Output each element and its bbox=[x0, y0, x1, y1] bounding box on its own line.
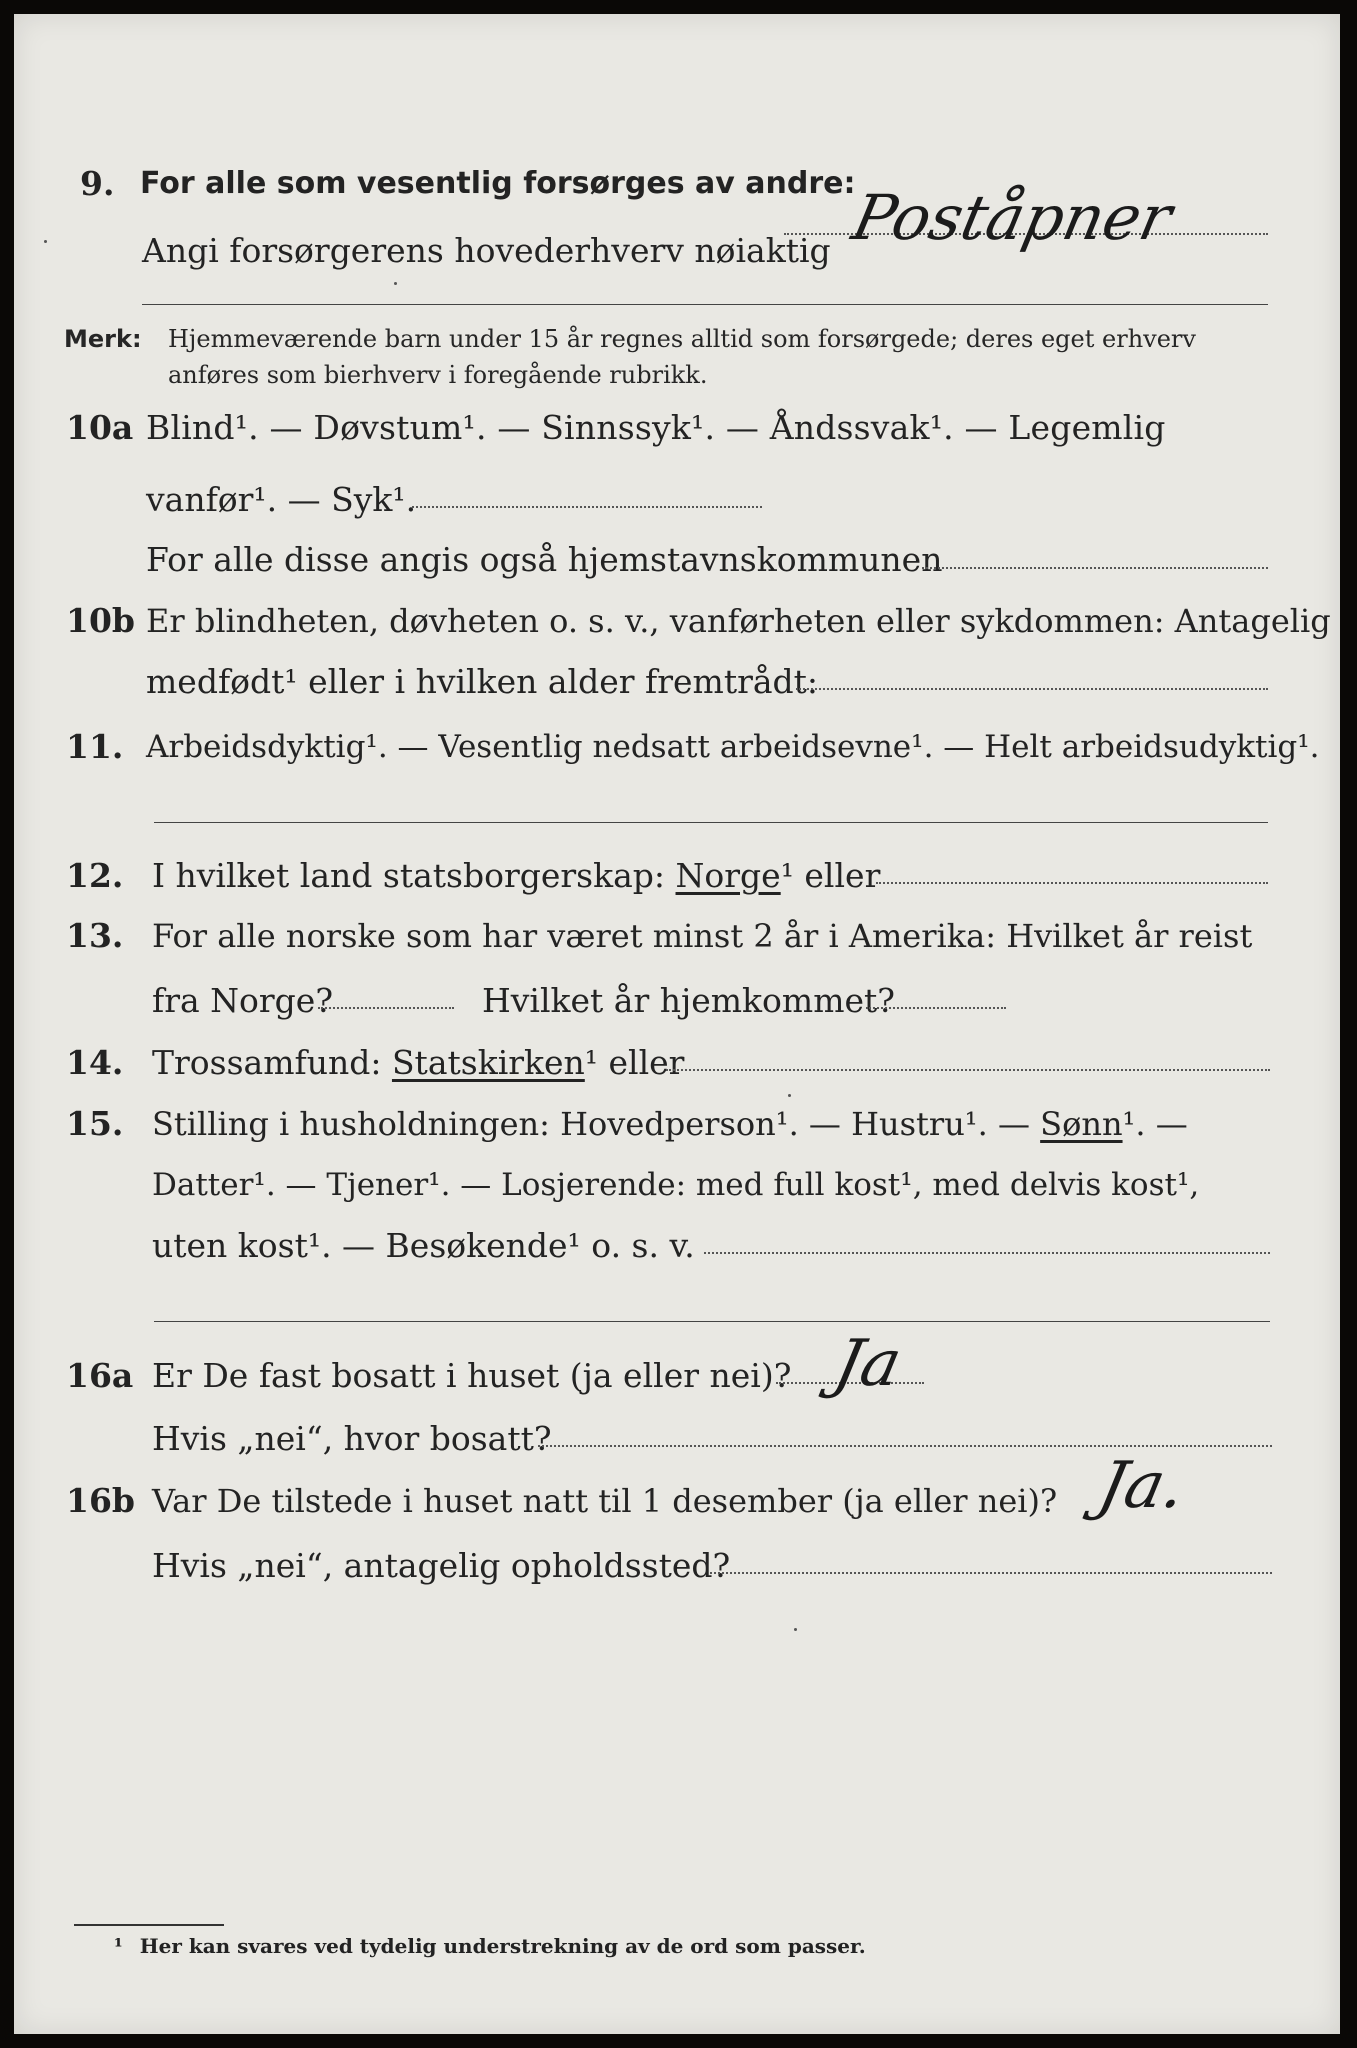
q15-text bbox=[152, 1102, 1188, 1146]
q16b-line-1: Var De tilstede i huset natt til 1 desember (ja eller nei)? bbox=[152, 1482, 1058, 1520]
q11-number: 11. bbox=[66, 727, 124, 766]
q16a-row bbox=[14, 1354, 1340, 1398]
paper-speck bbox=[394, 282, 397, 285]
q14-statskirken-underlined: Statskirken bbox=[391, 1043, 585, 1082]
q16b-line-2: Hvis „nei“, antagelig opholdssted? bbox=[152, 1546, 731, 1585]
q13-number: 13. bbox=[66, 916, 124, 955]
merk-label: Merk: bbox=[64, 325, 142, 353]
paper-speck bbox=[788, 1094, 791, 1097]
q12-suffix: ¹ eller bbox=[780, 856, 881, 895]
q13-return-answer-line[interactable] bbox=[866, 1007, 1006, 1009]
q16b-row-2 bbox=[14, 1544, 1340, 1588]
merk-line-2: anføres som bierhverv i foregående rubrikk. bbox=[168, 361, 708, 389]
footnote-marker: ¹ bbox=[114, 1934, 123, 1958]
q11-line-1: Arbeidsdyktig¹. — Vesentlig nedsatt arbeidsevne¹. — Helt arbeidsudyktig¹. bbox=[146, 729, 1320, 765]
q16a-line-1: Er De fast bosatt i huset (ja eller nei)? bbox=[152, 1356, 792, 1395]
q10a-row bbox=[14, 406, 1340, 450]
merk-line-1: Hjemmeværende barn under 15 år regnes alltid som forsørgede; deres eget erhverv bbox=[168, 325, 1196, 353]
q10b-row-2 bbox=[14, 660, 1340, 704]
q10a-line-2: vanfør¹. — Syk¹. bbox=[146, 480, 417, 519]
q10b-line-1: Er blindheten, døvheten o. s. v., vanførheten eller sykdommen: Antagelig bbox=[146, 602, 1331, 640]
q16b-handwritten-answer: Ja. bbox=[1092, 1449, 1193, 1523]
q15-answer-line[interactable] bbox=[704, 1252, 1270, 1254]
q14-row bbox=[14, 1041, 1340, 1085]
q12-norge-underlined: Norge bbox=[675, 856, 781, 895]
paper-speck bbox=[44, 240, 47, 243]
q13-line-1: For alle norske som har været minst 2 år i Amerika: Hvilket år reist bbox=[152, 917, 1253, 955]
q11-row bbox=[14, 725, 1340, 769]
q15-number: 15. bbox=[66, 1104, 124, 1143]
q13-departure-label: fra Norge? bbox=[152, 981, 334, 1020]
q15-extra-line bbox=[154, 1321, 1270, 1322]
q12-answer-line[interactable] bbox=[876, 882, 1268, 884]
q16a-line-2: Hvis „nei“, hvor bosatt? bbox=[152, 1419, 552, 1458]
q9-extra-line bbox=[142, 304, 1268, 305]
q15-row-3 bbox=[14, 1224, 1340, 1268]
q10a-sick-answer-line[interactable] bbox=[412, 506, 762, 508]
q9-occupation-label: Angi forsørgerens hovederhverv nøiaktig bbox=[142, 231, 831, 270]
q13-row-2 bbox=[14, 979, 1340, 1023]
q10b-answer-line[interactable] bbox=[796, 688, 1268, 690]
q9-number: 9. bbox=[80, 164, 115, 203]
q10a-line-1: Blind¹. — Døvstum¹. — Sinnssyk¹. — Åndssvak¹. — Legemlig bbox=[146, 408, 1166, 447]
q10b-row bbox=[14, 599, 1340, 643]
q16a-residence-answer-line[interactable] bbox=[538, 1445, 1272, 1447]
q12-text bbox=[152, 854, 880, 898]
footnote-rule bbox=[74, 1924, 224, 1926]
q14-suffix: ¹ eller bbox=[584, 1043, 685, 1082]
q15-line-2: Datter¹. — Tjener¹. — Losjerende: med full kost¹, med delvis kost¹, bbox=[152, 1167, 1200, 1203]
q10a-number: 10a bbox=[66, 408, 134, 447]
q10a-row-2 bbox=[14, 478, 1340, 522]
footnote-text: Her kan svares ved tydelig understrekning av de ord som passer. bbox=[139, 1934, 866, 1958]
census-form-page bbox=[14, 14, 1340, 2034]
q14-text bbox=[152, 1041, 684, 1085]
q15-row bbox=[14, 1102, 1340, 1146]
q16a-number: 16a bbox=[66, 1356, 134, 1395]
q9-heading: For alle som vesentlig forsørges av andre: bbox=[140, 166, 856, 201]
q10a-municipality-answer-line[interactable] bbox=[922, 567, 1268, 569]
q13-departure-answer-line[interactable] bbox=[318, 1007, 454, 1009]
q13-row bbox=[14, 914, 1340, 958]
q9-handwritten-answer: Poståpner bbox=[846, 181, 1179, 254]
q16b-number: 16b bbox=[66, 1481, 135, 1520]
q16b-stay-answer-line[interactable] bbox=[710, 1572, 1272, 1574]
q12-number: 12. bbox=[66, 856, 124, 895]
q15-line-3: uten kost¹. — Besøkende¹ o. s. v. bbox=[152, 1226, 695, 1265]
q15-row-2 bbox=[14, 1163, 1340, 1207]
q10b-number: 10b bbox=[66, 601, 135, 640]
q11-answer-line[interactable] bbox=[154, 822, 1268, 823]
q16a-handwritten-answer: Ja bbox=[828, 1327, 908, 1401]
q15-line-1-prefix: Stilling i husholdningen: Hovedperson¹. — Hustru¹. — bbox=[152, 1105, 1030, 1143]
merk-note bbox=[64, 325, 142, 353]
q14-number: 14. bbox=[66, 1043, 124, 1082]
q13-return-label: Hvilket år hjemkommet? bbox=[482, 981, 895, 1020]
q10a-row-3 bbox=[14, 538, 1340, 582]
q12-prefix: I hvilket land statsborgerskap: bbox=[152, 856, 666, 895]
q10b-line-2: medfødt¹ eller i hvilken alder fremtrådt: bbox=[146, 662, 819, 701]
q14-answer-line[interactable] bbox=[666, 1069, 1270, 1071]
paper-speck bbox=[794, 1628, 797, 1631]
q12-row bbox=[14, 854, 1340, 898]
q14-prefix: Trossamfund: bbox=[152, 1043, 382, 1082]
footnote bbox=[114, 1934, 866, 1958]
q15-sonn-underlined: Sønn bbox=[1040, 1105, 1123, 1143]
q15-line-1-suffix: ¹. — bbox=[1122, 1105, 1188, 1143]
q10a-line-3: For alle disse angis også hjemstavnskommunen bbox=[146, 540, 943, 579]
